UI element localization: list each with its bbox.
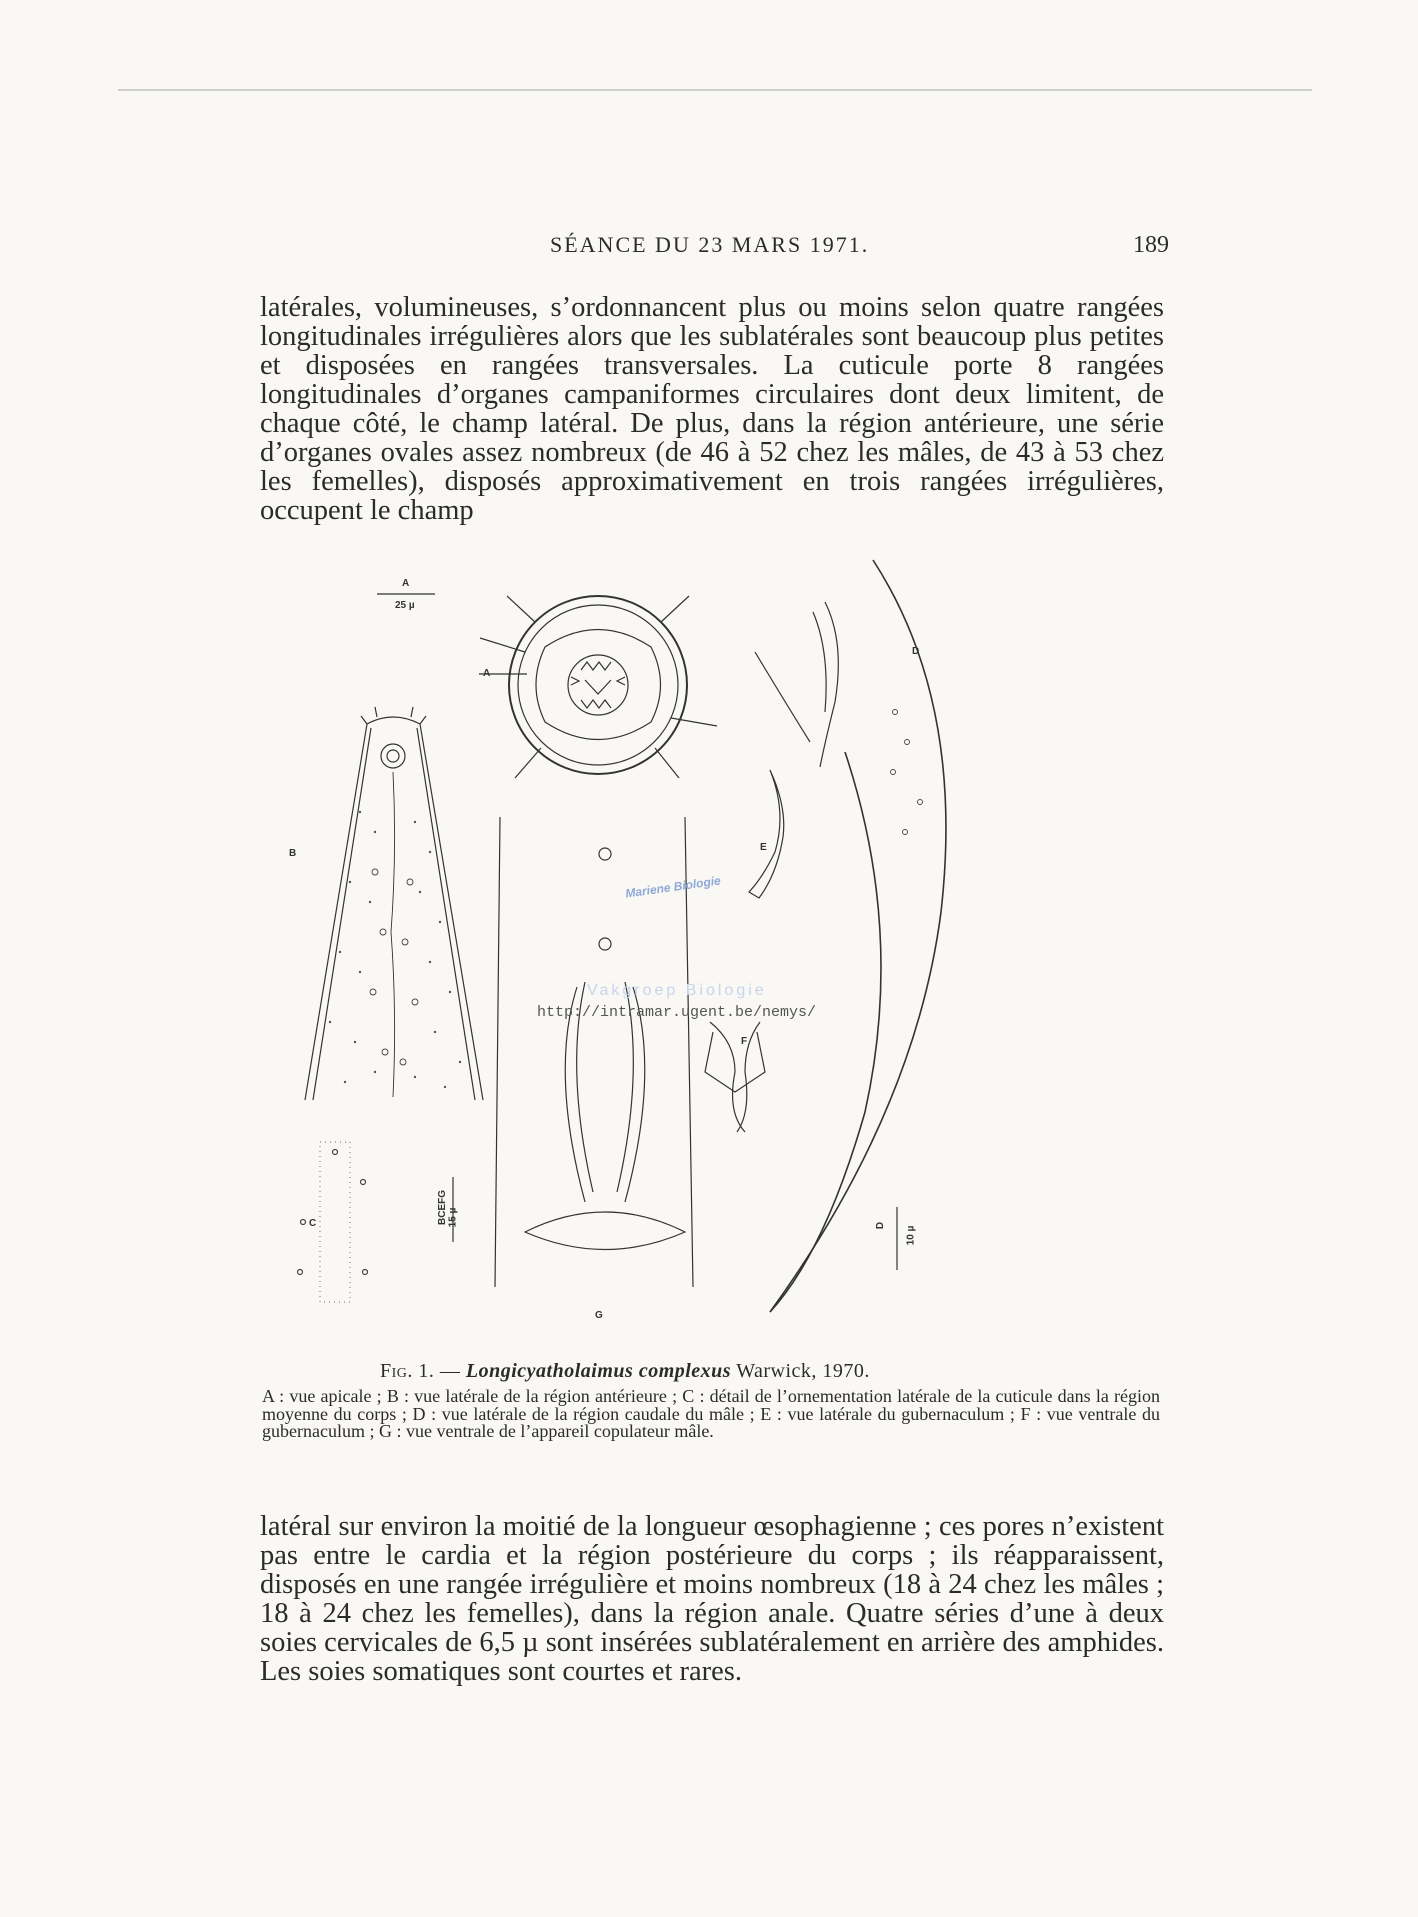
caption-authority: Warwick, 1970. [731,1360,870,1382]
panel-d-drawing [755,560,946,1312]
panel-e-drawing [749,770,784,898]
panel-label-g: G [595,1310,603,1321]
watermark-brand: Mariene Biologie [624,873,722,901]
figure-1 [265,552,1175,1342]
caption-species: Longicyatholaimus complexus [465,1360,732,1382]
scale-d-value: 10 µ [905,1225,917,1246]
running-header [260,232,1175,266]
paragraph-top: latérales, volumineuses, s’ordonnancent plus ou moins selon quatre rangées longitudinales irrégulières alors que les sublatérales sont beaucoup plus petites et disposées en rangées transversales. La cuticule porte 8 rangées longitudinales d’organes campaniformes circulaires dont deux limitent, de chaque côté, le champ latéral. De plus, dans la région antérieure, une série d’organes ovales assez nombreux (de 46 à 52 chez les mâles, de 43 à 53 chez les femelles), disposés approximativement en trois rangées irrégulières, occupent le champ [260,292,1164,526]
scale-a-value: 25 µ [395,600,415,611]
panel-label-e: E [760,842,767,853]
running-title: SÉANCE DU 23 MARS 1971. [550,232,870,257]
panel-label-b: B [289,848,297,859]
scale-d-letter: D [875,1221,887,1230]
watermark-url: http://intramar.ugent.be/nemys/ [537,1004,817,1021]
page-number: 189 [1133,232,1169,258]
scale-bcefg-letters: BCEFG [437,1190,448,1225]
panel-label-c: C [309,1218,317,1229]
panel-d-organs [891,710,923,835]
panel-label-d: D [912,646,920,657]
caption-dash: — [434,1360,466,1382]
caption-fig-label: Fig. 1. [380,1360,435,1382]
panel-label-a: A [483,668,491,679]
panel-f-drawing [705,1022,765,1132]
watermark-group: Vakgroep Biologie [587,982,767,999]
panel-a-drawing [479,596,717,778]
caption-body: A : vue apicale ; B : vue latérale de la région antérieure ; C : détail de l’ornementation latérale de la cuticule dans la région moyenne du corps ; D : vue latérale de la région caudale du mâle ; E : vue latérale du gubernaculum ; F : vue ventrale du gubernaculum ; G : vue ventrale de l’appareil copulateur mâle. [262,1386,1160,1441]
panel-label-f: F [741,1036,748,1047]
panel-b-organs [370,869,418,1065]
panel-c-drawing [298,1142,368,1302]
panel-b-drawing [305,707,483,1100]
figure-drawing [265,552,1175,1342]
paragraph-bottom: latéral sur environ la moitié de la longueur œsophagienne ; ces pores n’existent pas entre le cardia et la région postérieure du corps ; ils réapparaissent, disposés en une rangée irrégulière et moins nombreux (18 à 24 chez les mâles ; 18 à 24 chez les femelles), dans la région anale. Quatre séries d’une à deux soies cervicales de 6,5 µ sont insérées sublatéralement en arrière des amphides. Les soies somatiques sont courtes et rares. [260,1511,1164,1687]
scale-bcefg-value: 15 µ [447,1207,459,1228]
top-rule [118,89,1312,91]
scale-a-letter: A [402,578,410,589]
caption-title [380,1360,870,1383]
